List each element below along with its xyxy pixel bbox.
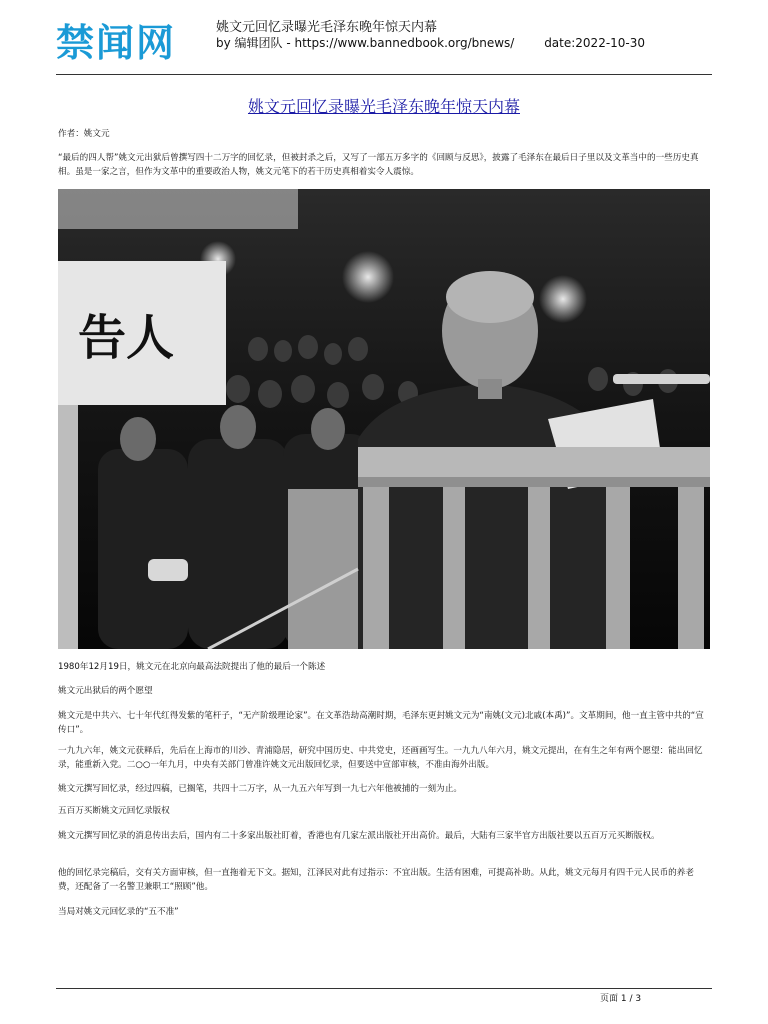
- publish-date: date:2022-10-30: [544, 36, 646, 50]
- section-heading-2: 五百万买断姚文元回忆录版权: [58, 806, 170, 816]
- byline: by 编辑团队 - https://www.bannedbook.org/bnews/: [216, 36, 515, 50]
- paragraph-2: 一九九六年，姚文元获释后，先后在上海市的川沙、青浦隐居，研究中国历史、中共党史，还画画写生。一九九八年六月，姚文元提出，在有生之年有两个愿望：能出回忆录，能重新入党。二○○一年九月，中央有关部门曾准许姚文元出版回忆录，但要送中宣部审核，不准由海外出版。: [58, 746, 703, 770]
- paragraph-5: 他的回忆录完稿后，交有关方面审核，但一直拖着无下文。据知，江泽民对此有过指示：不宜出版。生活有困难，可提高补助。从此，姚文元每月有四千元人民币的养老费，还配备了一名警卫兼职工“照顾”他。: [58, 868, 694, 892]
- header-title: 姚文元回忆录曝光毛泽东晚年惊天内幕: [216, 20, 438, 35]
- author-line: 作者：姚文元: [58, 129, 110, 139]
- site-logo[interactable]: 禁闻网: [56, 21, 177, 65]
- page-header: [56, 14, 712, 74]
- paragraph-4: 姚文元撰写回忆录的消息传出去后，国内有二十多家出版社盯着，香港也有几家左派出版社开出高价。最后，大陆有三家半官方出版社要以五百万元买断版权。: [58, 831, 660, 841]
- photo-caption: 1980年12月19日，姚文元在北京向最高法院提出了他的最后一个陈述: [58, 662, 326, 672]
- page-number: 页面 1 / 3: [600, 994, 642, 1004]
- courtroom-photo: [58, 189, 710, 649]
- footer-divider: [56, 988, 712, 989]
- header-meta: [216, 34, 645, 51]
- paragraph-3: 姚文元撰写回忆录，经过四稿，已搁笔，共四十二万字，从一九五六年写到一九七六年他被捕的一刻为止。: [58, 784, 462, 794]
- intro-paragraph: “最后的四人帮”姚文元出狱后曾撰写四十二万字的回忆录，但被封杀之后，又写了一部五万多字的《回顾与反思》，披露了毛泽东在最后日子里以及文革当中的一些历史真相。虽是一家之言，但作为文革中的重要政治人物，姚文元笔下的若干历史真相着实令人震惊。: [58, 153, 699, 177]
- section-heading-3: 当局对姚文元回忆录的“五不准”: [58, 907, 179, 917]
- article-title-link[interactable]: 姚文元回忆录曝光毛泽东晚年惊天内幕: [247, 97, 520, 116]
- paragraph-1: 姚文元是中共六、七十年代红得发紫的笔杆子，“无产阶级理论家”。在文革浩劫高潮时期，毛泽东更封姚文元为“南姚(文元)北戚(本禹)”。文革期间，他一直主管中共的“宣传口”。: [58, 711, 704, 735]
- sign-text: 告人: [78, 310, 175, 366]
- header-divider: [56, 74, 712, 75]
- section-heading-1: 姚文元出狱后的两个愿望: [58, 686, 153, 696]
